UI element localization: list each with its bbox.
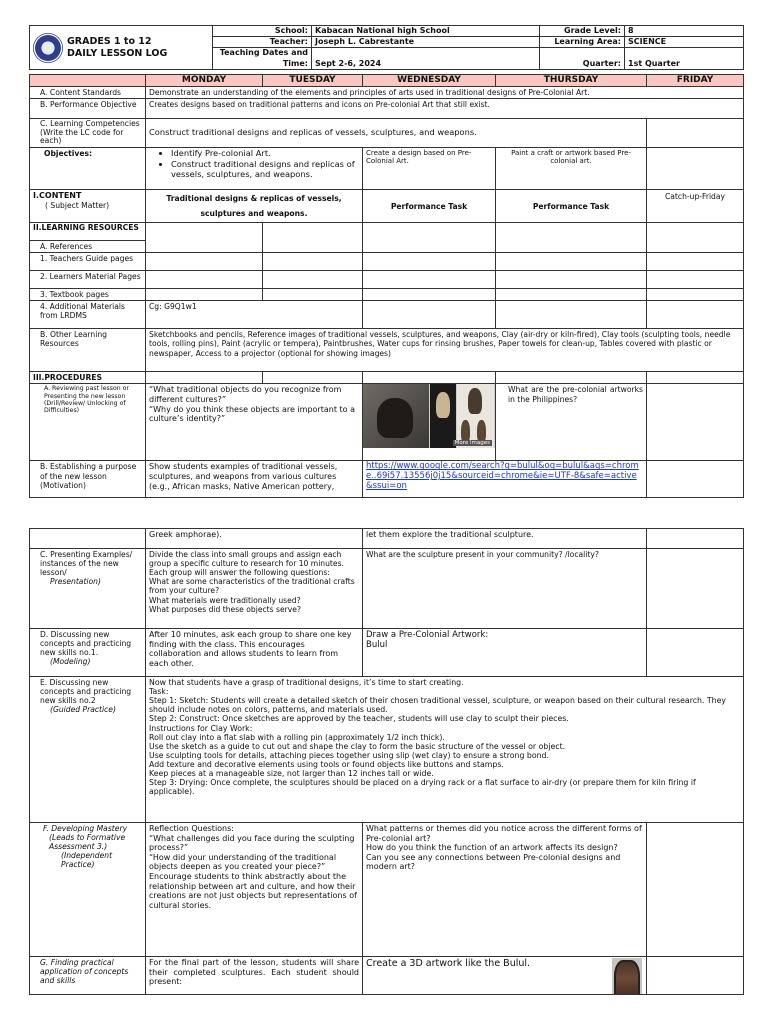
teachers-guide-label: 1. Teachers Guide pages bbox=[30, 253, 146, 271]
developing-mastery-wednesday: What patterns or themes did you notice across the different forms of Pre-colonial art? How do you think the function of an artwork affects its design? Can you see any connections between Pre-colonial designs and modern art? bbox=[363, 823, 647, 957]
day-friday: FRIDAY bbox=[647, 75, 744, 87]
lesson-table-page1 bbox=[29, 74, 743, 498]
learning-competencies-label: C. Learning Competencies (Write the LC code for each) bbox=[30, 118, 146, 147]
performance-objective-text: Creates designs based on traditional patterns and icons on Pre-colonial Art that still exist. bbox=[146, 98, 744, 118]
discussing-1-sublabel: (Modeling) bbox=[50, 657, 91, 667]
day-header-row bbox=[30, 75, 744, 87]
header-title-line2: DAILY LESSON LOG bbox=[67, 47, 168, 59]
reviewing-monday: “What traditional objects do you recognize from different cultures?” “Why do you think these objects are important to a culture’s identity?” bbox=[146, 384, 363, 461]
developing-mastery-sublabel-2: (Independent Practice) bbox=[61, 851, 113, 870]
content-standards-text: Demonstrate an understanding of the elements and principles of arts used in traditional designs of Pre-Colonial Art. bbox=[146, 86, 744, 98]
sculpture-photo-2 bbox=[430, 384, 456, 448]
additional-materials-label: 4. Additional Materials from LRDMS bbox=[30, 301, 146, 329]
discussing-1-wednesday: Draw a Pre-Colonial Artwork: Bulul bbox=[363, 629, 647, 677]
content-standards-label: A. Content Standards bbox=[30, 86, 146, 98]
area-value: SCIENCE bbox=[625, 37, 744, 48]
bulul-figure-icon bbox=[614, 960, 640, 995]
additional-materials-monday: Cg: G9Q1w1 bbox=[146, 301, 363, 329]
quarter-value: 1st Quarter bbox=[625, 48, 744, 70]
grade-value: 8 bbox=[625, 26, 744, 37]
sculpture-photo-3 bbox=[457, 384, 494, 448]
dates-value: Sept 2-6, 2024 bbox=[312, 48, 540, 70]
content-label: I.CONTENT bbox=[33, 191, 82, 201]
procedures-label: III.PROCEDURES bbox=[30, 372, 146, 384]
quarter-label: Quarter: bbox=[540, 48, 625, 70]
practical-application-monday: For the final part of the lesson, students will share their completed sculptures. Each student should present: bbox=[146, 957, 363, 995]
objective-item: • Identify Pre-colonial Art. bbox=[171, 149, 359, 159]
grade-label: Grade Level: bbox=[540, 26, 625, 37]
area-label: Learning Area: bbox=[540, 37, 625, 48]
content-label-cell bbox=[30, 190, 146, 223]
header-logo-cell bbox=[30, 26, 213, 70]
establishing-monday: Show students examples of traditional vessels, sculptures, and weapons from various cultures (e.g., African masks, Native American pottery, bbox=[146, 461, 363, 498]
discussing-2-text: Now that students have a grasp of traditional designs, it’s time to start creating. Task: Step 1: Sketch: Students will create a detailed sketch of their chosen traditional vessel, sculpture, or weapon based on their cultural research. They should include notes on colors, patterns, and materials used. Step 2: Construct: Once sketches are approved by the teacher, students will use clay to sculpt their pieces. Instructions for Clay Work: Roll out clay into a flat slab with a rolling pin (approximately 1/2 inch thick). Use the sketch as a guide to cut out and shape the clay to form the basic structure of the vessel or object. Use sculpting tools for details, attaching pieces together using slip (wet clay) to ensure a strong bond. Add texture and decorative elements using tools or found objects like buttons and stamps. Keep pieces at a manageable size, not larger than 12 inches tall or wide. Step 3: Drying: Once complete, the sculptures should be placed on a drying rack or a flat surface to air-dry (or prepare them for kiln firing if applicable). bbox=[146, 677, 744, 823]
discussing-1-label: D. Discussing new concepts and practicing new skills no.1. bbox=[40, 630, 132, 658]
learners-material-label: 2. Learners Material Pages bbox=[30, 271, 146, 289]
dates-label-2: Time: bbox=[213, 59, 312, 70]
references-label: A. References bbox=[30, 241, 146, 253]
day-monday: MONDAY bbox=[146, 75, 263, 87]
content-thursday: Performance Task bbox=[496, 190, 647, 223]
continued-wednesday: let them explore the traditional sculpture. bbox=[363, 529, 647, 549]
presenting-examples-label-cell bbox=[30, 549, 146, 629]
objectives-label: Objectives: bbox=[30, 148, 146, 190]
other-resources-label: B. Other Learning Resources bbox=[30, 329, 146, 372]
objectives-monday bbox=[146, 148, 363, 190]
developing-mastery-monday: Reflection Questions: “What challenges did you face during the sculpting process?” “How did your understanding of the traditional objects deepen as you created your piece?” Encourage students to think abstractly about the relationship between art and culture, and how their creations are not just objects but representations of cultural stories. bbox=[146, 823, 363, 957]
day-thursday: THURSDAY bbox=[496, 75, 647, 87]
content-wednesday: Performance Task bbox=[363, 190, 496, 223]
textbook-pages-label: 3. Textbook pages bbox=[30, 289, 146, 301]
teacher-value: Joseph L. Cabrestante bbox=[312, 37, 540, 48]
lesson-table-page2 bbox=[29, 528, 743, 995]
learning-competencies-text: Construct traditional designs and replicas of vessels, sculptures, and weapons. bbox=[146, 118, 647, 147]
school-label: School: bbox=[213, 26, 312, 37]
objectives-thursday: Paint a craft or artwork based Pre-colonial art. bbox=[496, 148, 647, 190]
sculpture-photo-1 bbox=[363, 384, 429, 448]
discussing-2-label-cell bbox=[30, 677, 146, 823]
content-monday: Traditional designs & replicas of vessels, sculptures and weapons. bbox=[146, 190, 363, 223]
establishing-purpose-label: B. Establishing a purpose of the new lesson (Motivation) bbox=[30, 461, 146, 498]
school-value: Kabacan National high School bbox=[312, 26, 540, 37]
bulul-search-link[interactable]: https://www.google.com/search?q=bulul&oq=bulul&aqs=chrome..69i57.13556j0j15&sourceid=chrome&ie=UTF-8&safe=active&ssui=on bbox=[366, 461, 639, 491]
objective-item: • Construct traditional designs and replicas of vessels, sculptures, and weapons. bbox=[171, 160, 359, 180]
developing-mastery-label: F. Developing Mastery bbox=[43, 824, 128, 833]
teacher-label: Teacher: bbox=[213, 37, 312, 48]
discussing-1-monday: After 10 minutes, ask each group to share one key finding with the class. This encourages collaboration and allows students to learn from each other. bbox=[146, 629, 363, 677]
discussing-2-sublabel: (Guided Practice) bbox=[50, 705, 116, 715]
day-wednesday: WEDNESDAY bbox=[363, 75, 496, 87]
more-images-caption[interactable]: More images bbox=[454, 439, 490, 446]
performance-objective-label: B. Performance Objective bbox=[30, 98, 146, 118]
header-block bbox=[29, 25, 743, 70]
bulul-image bbox=[612, 958, 642, 995]
day-tuesday: TUESDAY bbox=[263, 75, 363, 87]
presenting-examples-label: C. Presenting Examples/ instances of the new lesson/ bbox=[40, 550, 133, 578]
reviewing-thursday: What are the pre-colonial artworks in the Philippines? bbox=[496, 384, 647, 461]
objectives-wednesday: Create a design based on Pre-Colonial Art. bbox=[363, 148, 496, 190]
content-friday: Catch-up-Friday bbox=[647, 190, 744, 223]
presenting-wednesday: What are the sculpture present in your community? /locality? bbox=[363, 549, 647, 629]
discussing-2-label: E. Discussing new concepts and practicing new skills no.2 bbox=[40, 678, 132, 706]
developing-mastery-sublabel-1: (Leads to Formative Assessment 3.) bbox=[49, 833, 126, 852]
learning-resources-label: II.LEARNING RESOURCES bbox=[30, 223, 146, 241]
developing-mastery-label-cell bbox=[30, 823, 146, 957]
content-sublabel: ( Subject Matter) bbox=[45, 200, 110, 210]
dates-label-1: Teaching Dates and bbox=[213, 48, 312, 59]
practical-application-wednesday-cell bbox=[363, 957, 647, 995]
discussing-1-label-cell bbox=[30, 629, 146, 677]
sculpture-image-collage[interactable] bbox=[363, 384, 495, 448]
deped-seal-icon bbox=[33, 33, 63, 63]
reviewing-wednesday-images bbox=[363, 384, 496, 461]
presenting-examples-sublabel: Presentation) bbox=[50, 577, 101, 587]
header-title-line1: GRADES 1 to 12 bbox=[67, 35, 152, 47]
practical-application-wednesday: Create a 3D artwork like the Bulul. bbox=[366, 958, 531, 969]
practical-application-label: G. Finding practical application of concepts and skills bbox=[30, 957, 146, 995]
continued-monday: Greek amphorae). bbox=[146, 529, 363, 549]
reviewing-lesson-label: A. Reviewing past lesson or Presenting the new lesson (Drill/Review/ Unlocking of Difficulties) bbox=[30, 384, 146, 461]
presenting-monday: Divide the class into small groups and assign each group a specific culture to research for 10 minutes. Each group will answer the following questions: What are some characteristics of the traditional crafts from your culture? What materials were traditionally used? What purposes did these objects serve? bbox=[146, 549, 363, 629]
other-resources-text: Sketchbooks and pencils, Reference images of traditional vessels, sculptures, and weapons, Clay (air-dry or kiln-fired), Clay tools (sculpting tools, needle tools, rolling pins), Paint (acrylic or tempera), Paintbrushes, Water cups for rinsing brushes, Paper towels for clean-up, Tables covered with plastic or newspaper, Access to a projector (optional for showing images) bbox=[146, 329, 744, 372]
